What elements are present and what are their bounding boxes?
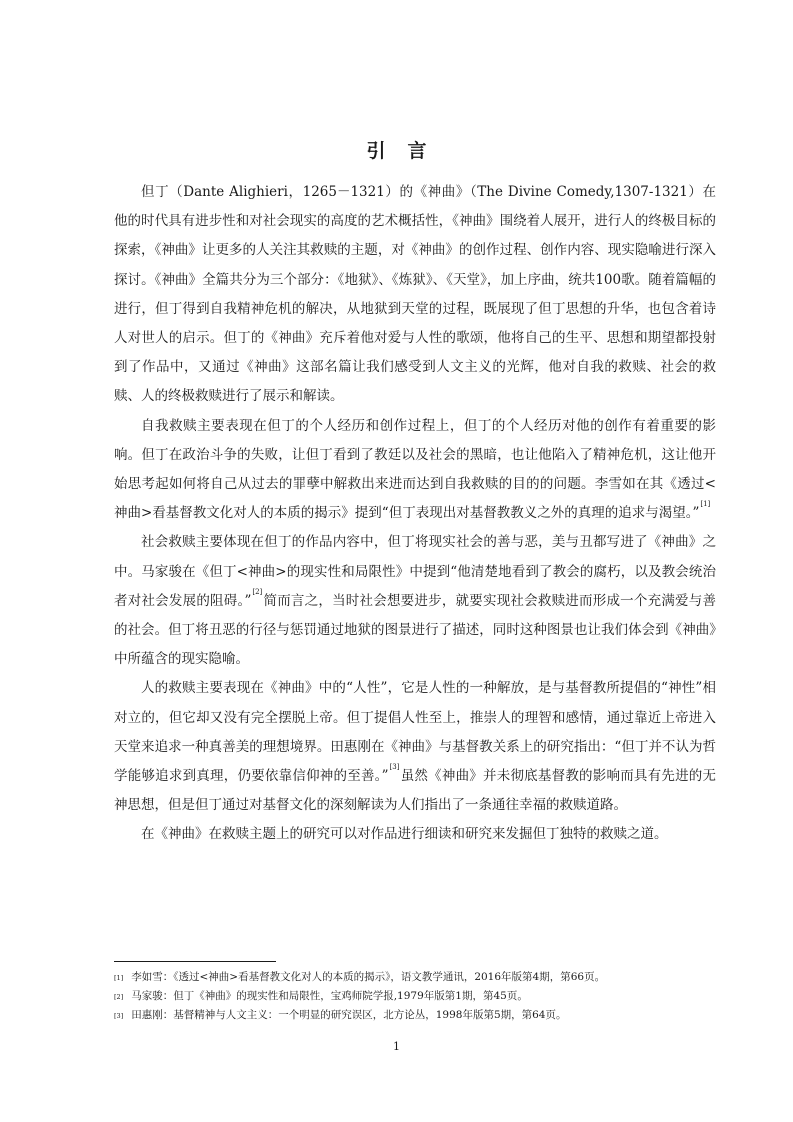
footnote-marker: [1]: [114, 974, 124, 982]
paragraph-human-redemption: [114, 674, 716, 820]
footnotes: [114, 968, 724, 1025]
page-title: 引言: [366, 139, 449, 162]
body-text: [114, 178, 716, 850]
footnote-ref[interactable]: [3]: [389, 763, 400, 772]
footnote-text: 田惠刚：基督精神与人文主义：一个明显的研究误区，北方论丛，1998年版第5期，第64页。: [131, 1009, 567, 1021]
paragraph-intro: [114, 178, 716, 412]
paragraph-text: 在《神曲》在救赎主题上的研究可以对作品进行细读和研究来发掘但丁独特的救赎之道。: [141, 826, 668, 843]
paragraph-text: 自我救赎主要表现在但丁的个人经历和创作过程上，但丁的个人经历对他的创作有着重要的影响。但丁在政治斗争的失败，让但丁看到了教廷以及社会的黑暗，也让他陷入了精神危机，这让他开始思考起如何将自己从过去的罪孽中解救出来进而达到自我救赎的目的的问题。李雪如在其《透过<神曲>看基督教文化对人的本质的揭示》提到“但丁表现出对基督教教义之外的真理的追求与渴望。”: [114, 417, 716, 522]
paragraph-text: 虽然《神曲》并未彻底基督教的影响而具有先进的无神思想，但是但丁通过对基督文化的深刻解读为人们指出了一条通往幸福的救赎道路。: [114, 768, 717, 814]
footnote-item: [114, 968, 724, 987]
page-number: 1: [393, 1040, 400, 1053]
footnote-marker: [2]: [114, 993, 124, 1001]
paragraph-text: 人的救赎主要表现在《神曲》中的“人性”，它是人性的一种解放，是与基督教所提倡的“神性”相对立的，但它却又没有完全摆脱上帝。但丁提倡人性至上，推崇人的理智和感情，通过靠近上帝进入天堂来追求一种真善美的理想境界。田惠刚在《神曲》与基督教关系上的研究指出：“但丁并不认为哲学能够追求到真理，仍要依靠信仰神的至善。”: [114, 680, 716, 785]
footnote-divider: [114, 961, 276, 962]
paragraph-text: 但丁（Dante Alighieri，1265－1321）的《神曲》（The Divine Comedy,1307-1321）在他的时代具有进步性和对社会现实的高度的艺术概括性，《神曲》围绕着人展开，进行人的终极目标的探索，《神曲》让更多的人关注其救赎的主题，对《神曲》的创作过程、创作内容、现实隐喻进行深入探讨。《神曲》全篇共分为三个部分：《地狱》、《炼狱》、《天堂》，加上序曲，统共100歌。随着篇幅的进行，但丁得到自我精神危机的解决，从地狱到天堂的过程，既展现了但丁思想的升华，也包含着诗人对世人的启示。但丁的《神曲》充斥着他对爱与人性的歌颂，他将自己的生平、思想和期望都投射到了作品中，又通过《神曲》这部名篇让我们感受到人文主义的光辉，他对自我的救赎、社会的救赎、人的终极救赎进行了展示和解读。: [114, 184, 716, 405]
paragraph-text: 社会救赎主要体现在但丁的作品内容中，但丁将现实社会的善与恶，美与丑都写进了《神曲》之中。马家骏在《但丁<神曲>的现实性和局限性》中提到“他清楚地看到了教会的腐朽，以及教会统治者对社会发展的阻碍。”: [114, 534, 716, 609]
footnote-item: [114, 987, 724, 1006]
footnote-ref[interactable]: [2]: [252, 587, 263, 596]
footnote-text: 李如雪：《透过<神曲>看基督教文化对人的本质的揭示》，语文教学通讯，2016年版第4期，第66页。: [131, 971, 606, 983]
footnote-text: 马家骏：但丁《神曲》的现实性和局限性，宝鸡师院学报,1979年版第1期，第45页。: [131, 990, 528, 1002]
footnote-item: [114, 1006, 724, 1025]
paragraph-self-redemption: [114, 412, 716, 529]
footnote-ref[interactable]: [1]: [700, 500, 711, 509]
footnote-marker: [3]: [114, 1012, 124, 1020]
paragraph-conclusion: [114, 820, 716, 849]
paragraph-social-redemption: [114, 528, 716, 674]
paragraph-text: 简而言之，当时社会想要进步，就要实现社会救赎进而形成一个充满爱与善的社会。但丁将丑恶的行径与惩罚通过地狱的图景进行了描述，同时这种图景也让我们体会到《神曲》中所蕴含的现实隐喻。: [114, 592, 716, 668]
